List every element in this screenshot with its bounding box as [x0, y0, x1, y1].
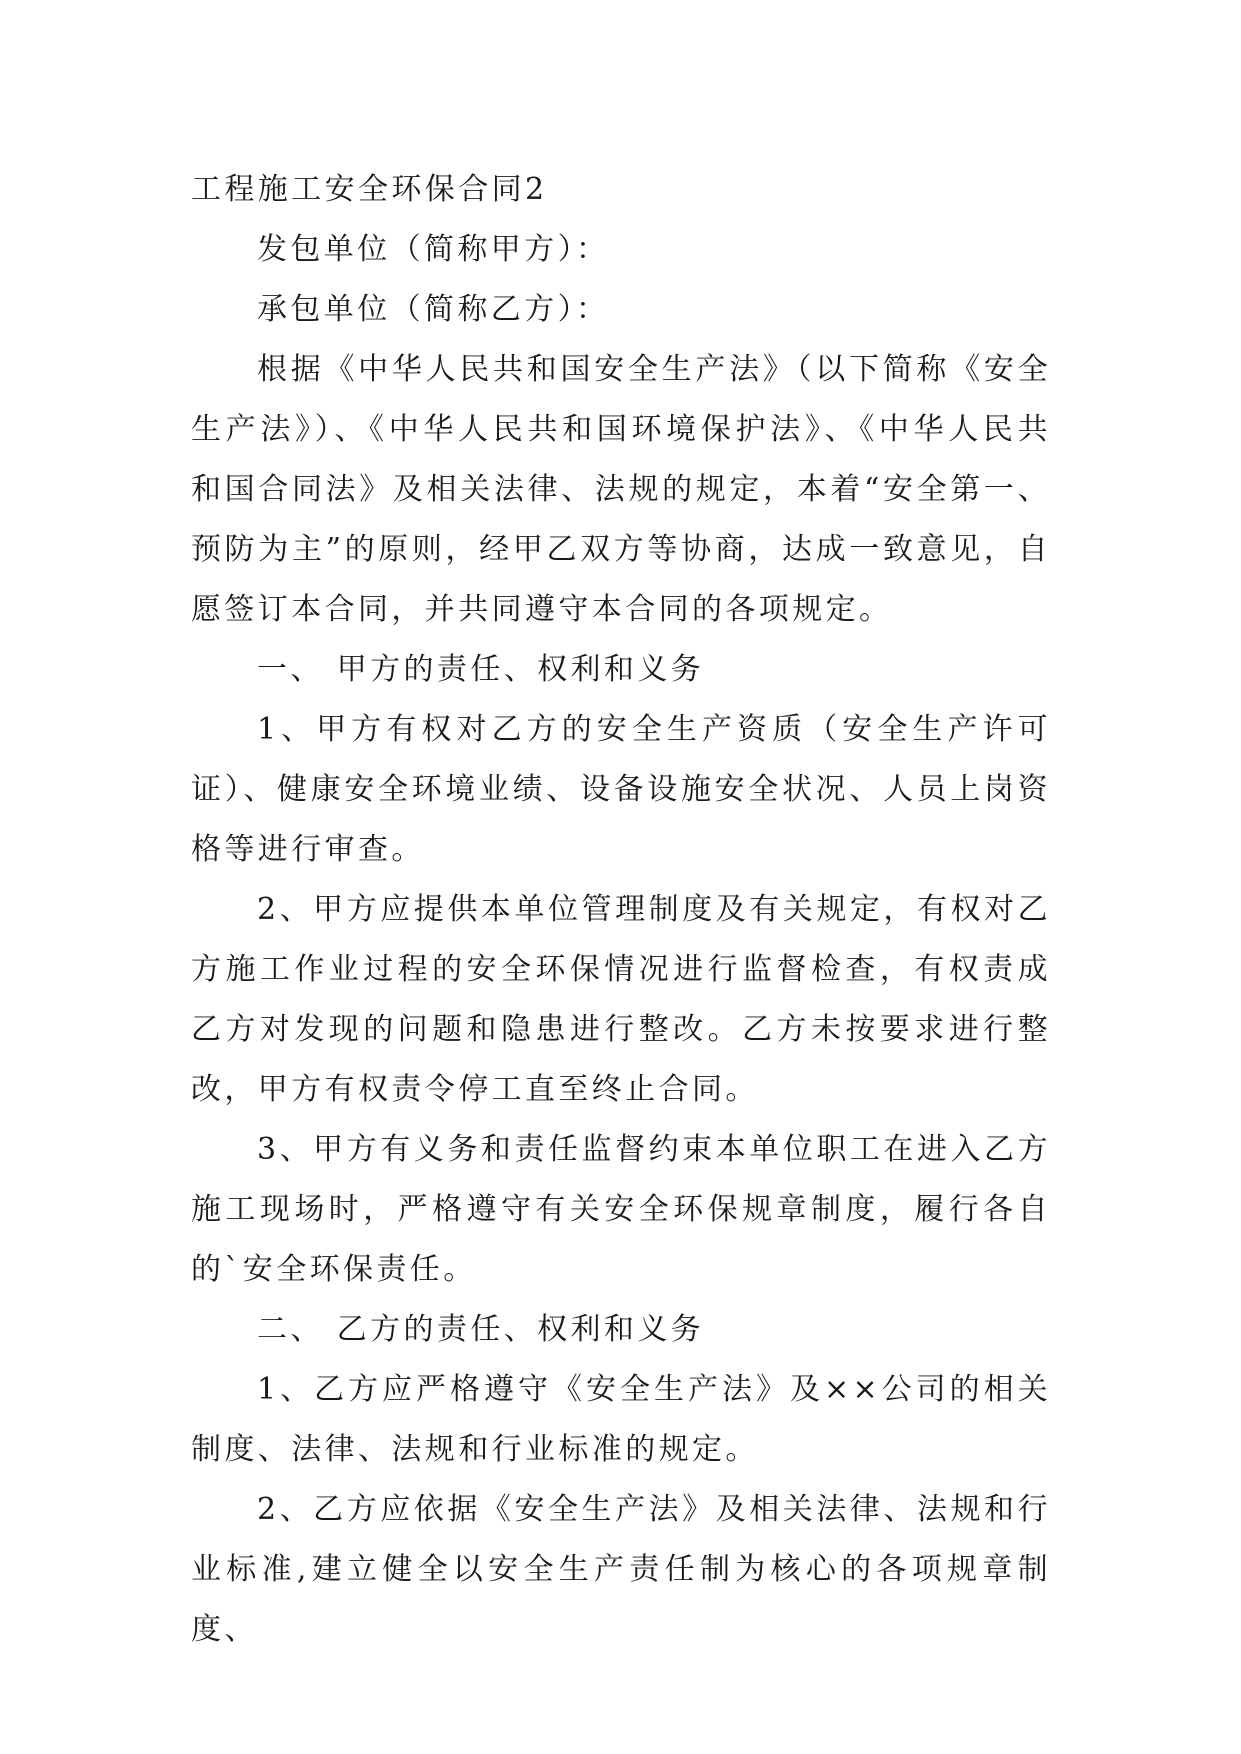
section-2-heading: 二、 乙方的责任、权利和义务: [257, 1312, 705, 1347]
preamble-paragraph: 根据《中华人民共和国安全生产法》（以下简称《安全生产法》）、《中华人民共和国环境保护法》、《中华人民共和国合同法》及相关法律、法规的规定，本着“安全第一、预防为主”的原则，经甲乙双方等协商，达成一致意见，自愿签订本合同，并共同遵守本合同的各项规定。: [191, 352, 1051, 627]
document-title: 工程施工安全环保合同2: [191, 172, 548, 207]
section-2-item: 1、乙方应严格遵守《安全生产法》及××公司的相关制度、法律、法规和行业标准的规定。: [191, 1372, 1051, 1467]
party-b-line: 承包单位（简称乙方）：: [257, 292, 610, 327]
section-2-item: 2、乙方应依据《安全生产法》及相关法律、法规和行业标准,建立健全以安全生产责任制为核心的各项规章制度、: [191, 1492, 1051, 1647]
section-1-item: 1、甲方有权对乙方的安全生产资质（安全生产许可证）、健康安全环境业绩、设备设施安全状况、人员上岗资格等进行审查。: [191, 712, 1051, 867]
document-body: [191, 160, 1051, 1660]
section-1-heading: 一、 甲方的责任、权利和义务: [257, 652, 705, 687]
party-a-line: 发包单位（简称甲方）：: [257, 232, 610, 267]
section-1-item: 3、甲方有义务和责任监督约束本单位职工在进入乙方施工现场时，严格遵守有关安全环保规章制度，履行各自的`安全环保责任。: [191, 1132, 1051, 1287]
section-1-item: 2、甲方应提供本单位管理制度及有关规定，有权对乙方施工作业过程的安全环保情况进行监督检查，有权责成乙方对发现的问题和隐患进行整改。乙方未按要求进行整改，甲方有权责令停工直至终止合同。: [191, 892, 1051, 1107]
